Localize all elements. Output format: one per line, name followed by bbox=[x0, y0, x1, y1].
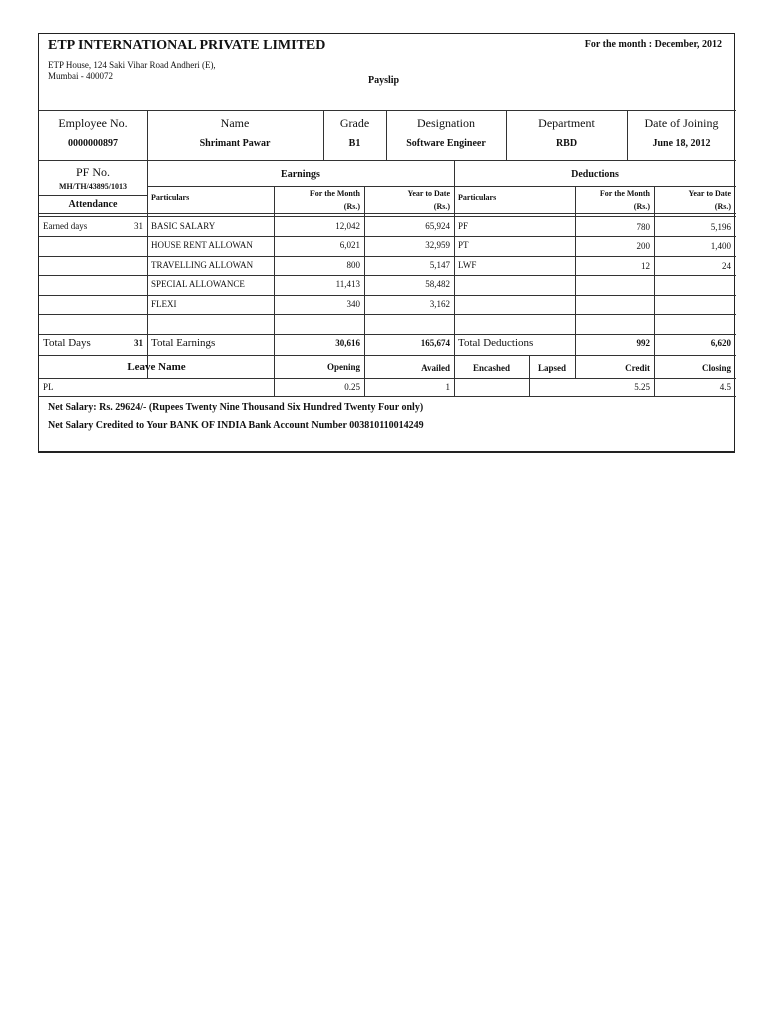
leave-row-closing: 4.5 bbox=[719, 382, 731, 392]
earnings-row-ytd: 65,924 bbox=[425, 221, 450, 231]
earnings-row-month: 800 bbox=[346, 260, 360, 270]
leave-opening-header: Opening bbox=[326, 362, 360, 372]
date-of-joining-value: June 18, 2012 bbox=[652, 138, 711, 149]
deductions-row-month: 780 bbox=[636, 222, 650, 232]
total-deductions-month: 992 bbox=[636, 338, 650, 348]
earnings-month-unit: (Rs.) bbox=[343, 202, 360, 211]
company-address-line2: Mumbai - 400072 bbox=[48, 71, 113, 81]
earnings-row-month: 340 bbox=[346, 299, 360, 309]
earned-days-label: Earned days bbox=[43, 221, 88, 231]
deductions-row-name: PF bbox=[458, 221, 469, 231]
leave-name-header: Leave Name bbox=[127, 361, 186, 373]
pay-period: For the month : December, 2012 bbox=[584, 39, 722, 50]
deductions-month-unit: (Rs.) bbox=[633, 202, 650, 211]
earnings-particulars-header: Particulars bbox=[151, 193, 190, 202]
deductions-title: Deductions bbox=[571, 169, 619, 180]
net-salary-text: Net Salary: Rs. 29624/- (Rupees Twenty Nine Thousand Six Hundred Twenty Four only) bbox=[48, 402, 424, 413]
designation-value: Software Engineer bbox=[406, 138, 486, 149]
deductions-ytd-unit: (Rs.) bbox=[714, 202, 731, 211]
total-deductions-label: Total Deductions bbox=[458, 337, 534, 349]
total-earnings-ytd: 165,674 bbox=[420, 338, 450, 348]
employee-no-value: 0000000897 bbox=[68, 138, 118, 149]
deductions-row-name: PT bbox=[458, 240, 469, 250]
earnings-row-name: SPECIAL ALLOWANCE bbox=[151, 279, 245, 289]
total-earnings-label: Total Earnings bbox=[151, 337, 216, 349]
earnings-row-month: 12,042 bbox=[335, 221, 360, 231]
earnings-row-ytd: 5,147 bbox=[429, 260, 450, 270]
earnings-row-month: 6,021 bbox=[339, 240, 360, 250]
total-earnings-month: 30,616 bbox=[335, 338, 360, 348]
deductions-month-header: For the Month bbox=[599, 189, 650, 198]
name-value: Shrimant Pawar bbox=[199, 138, 271, 149]
earnings-row-name: FLEXI bbox=[151, 299, 177, 309]
leave-row-credit: 5.25 bbox=[634, 382, 650, 392]
designation-header: Designation bbox=[417, 116, 475, 130]
payslip-sheet bbox=[38, 33, 735, 453]
leave-credit-header: Credit bbox=[625, 363, 650, 373]
employee-no-header: Employee No. bbox=[58, 116, 128, 130]
deductions-row-ytd: 5,196 bbox=[710, 222, 731, 232]
attendance-label: Attendance bbox=[68, 199, 118, 210]
deductions-row-ytd: 1,400 bbox=[710, 241, 731, 251]
earnings-title: Earnings bbox=[281, 169, 320, 180]
deductions-row-month: 12 bbox=[641, 261, 650, 271]
deductions-particulars-header: Particulars bbox=[458, 193, 497, 202]
leave-row-availed: 1 bbox=[445, 382, 450, 392]
earned-days-value: 31 bbox=[134, 221, 143, 231]
pf-no-label: PF No. bbox=[75, 165, 110, 179]
earnings-row-ytd: 32,959 bbox=[425, 240, 450, 250]
department-value: RBD bbox=[555, 138, 578, 149]
earnings-row-name: BASIC SALARY bbox=[151, 221, 216, 231]
pf-no-value: MH/TH/43895/1013 bbox=[59, 182, 127, 191]
total-days-label: Total Days bbox=[43, 337, 91, 349]
company-name: ETP INTERNATIONAL PRIVATE LIMITED bbox=[48, 38, 326, 53]
leave-lapsed-header: Lapsed bbox=[537, 363, 566, 373]
earnings-row-name: HOUSE RENT ALLOWAN bbox=[151, 240, 253, 250]
bank-credit-text: Net Salary Credited to Your BANK OF INDIA Bank Account Number 003810110014249 bbox=[48, 420, 424, 431]
earnings-row-month: 11,413 bbox=[335, 279, 360, 289]
total-deductions-ytd: 6,620 bbox=[710, 338, 731, 348]
total-days-value: 31 bbox=[134, 338, 143, 348]
leave-closing-header: Closing bbox=[701, 363, 731, 373]
deductions-row-month: 200 bbox=[636, 241, 650, 251]
document-title: Payslip bbox=[368, 75, 400, 86]
name-header: Name bbox=[220, 116, 250, 130]
earnings-row-ytd: 3,162 bbox=[429, 299, 450, 309]
earnings-row-name: TRAVELLING ALLOWAN bbox=[151, 260, 254, 270]
earnings-month-header: For the Month bbox=[309, 189, 360, 198]
leave-row-name: PL bbox=[43, 382, 54, 392]
leave-row-opening: 0.25 bbox=[344, 382, 360, 392]
grade-value: B1 bbox=[348, 138, 361, 149]
department-header: Department bbox=[538, 116, 595, 130]
deductions-row-name: LWF bbox=[458, 260, 477, 270]
leave-encashed-header: Encashed bbox=[472, 363, 510, 373]
grade-header: Grade bbox=[339, 116, 370, 130]
leave-availed-header: Availed bbox=[421, 363, 450, 373]
deductions-ytd-header: Year to Date bbox=[688, 189, 731, 198]
earnings-ytd-unit: (Rs.) bbox=[433, 202, 450, 211]
company-address-line1: ETP House, 124 Saki Vihar Road Andheri (E), bbox=[48, 60, 216, 70]
earnings-ytd-header: Year to Date bbox=[407, 189, 450, 198]
earnings-row-ytd: 58,482 bbox=[425, 279, 450, 289]
deductions-row-ytd: 24 bbox=[722, 261, 731, 271]
date-of-joining-header: Date of Joining bbox=[644, 116, 719, 130]
